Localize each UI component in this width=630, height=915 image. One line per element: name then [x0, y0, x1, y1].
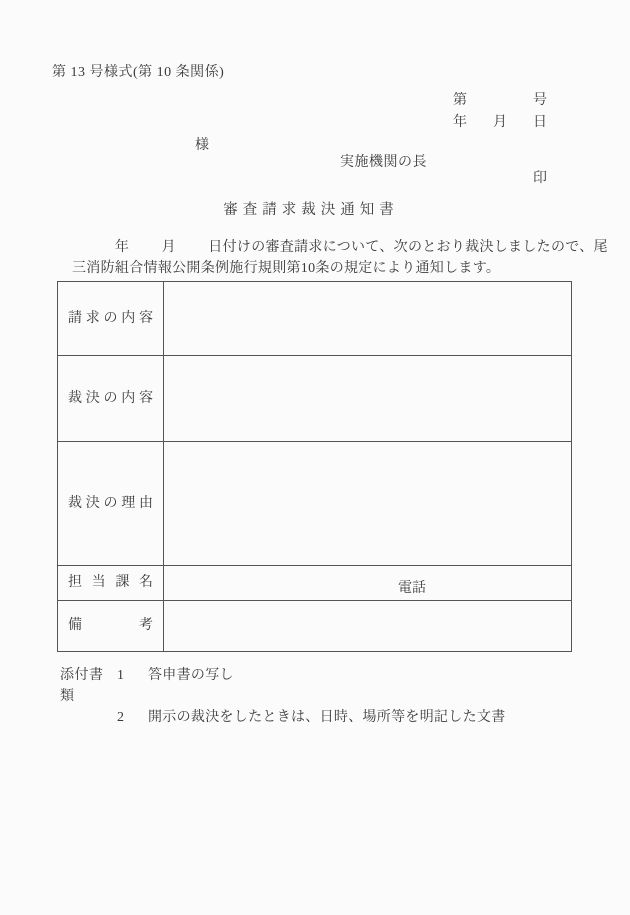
- attachments-note: [60, 665, 506, 728]
- doc-number-suffix: 号: [533, 93, 547, 108]
- document-title: 審査請求裁決通知書: [223, 202, 399, 218]
- row-value-remarks: [164, 601, 571, 651]
- body-line-2: 三消防組合情報公開条例施行規則第10条の規定により通知します。: [72, 261, 501, 276]
- row-label-decision-reason: 裁 決 の 理 由: [58, 442, 164, 565]
- doc-number-prefix: 第: [453, 93, 467, 108]
- table-row-department: [58, 566, 571, 601]
- row-value-request-content: [164, 282, 571, 355]
- row-value-decision-reason: [164, 442, 571, 565]
- document-number-line: [453, 94, 547, 108]
- table-row-remarks: [58, 601, 571, 651]
- form-table: [57, 281, 572, 652]
- issuer-title: 実施機関の長: [340, 155, 427, 170]
- attachment-item-number: 1: [117, 668, 124, 683]
- date-month-label: 月: [493, 115, 507, 130]
- row-label-remarks: 備 考: [58, 601, 164, 651]
- date-day-label: 日: [533, 115, 547, 130]
- table-row-request-content: [58, 282, 571, 356]
- date-year-label: 年: [453, 115, 467, 130]
- row-label-decision-content: 裁 決 の 内 容: [58, 356, 164, 441]
- addressee-honorific: 様: [195, 138, 209, 153]
- table-row-decision-content: [58, 356, 571, 442]
- date-line: [453, 116, 547, 130]
- phone-label: 電話: [398, 581, 426, 596]
- body-paragraph: [72, 241, 608, 283]
- body-line-1: 年 月 日付けの審査請求について、次のとおり裁決しましたので、尾: [72, 240, 608, 255]
- attachment-item-number: 2: [117, 710, 124, 725]
- attachment-item-text: 開示の裁決をしたときは、日時、場所等を明記した文書: [148, 710, 506, 725]
- attachments-label: 添付書類: [60, 668, 104, 704]
- row-value-department: [164, 566, 571, 600]
- table-row-decision-reason: [58, 442, 571, 566]
- seal-mark: 印: [533, 171, 547, 186]
- row-label-request-content: 請 求 の 内 容: [58, 282, 164, 355]
- row-value-decision-content: [164, 356, 571, 441]
- form-number-note: 第 13 号様式(第 10 条関係): [52, 65, 225, 80]
- attachment-item-text: 答申書の写し: [148, 668, 234, 683]
- row-label-department: 担 当 課 名: [58, 566, 164, 600]
